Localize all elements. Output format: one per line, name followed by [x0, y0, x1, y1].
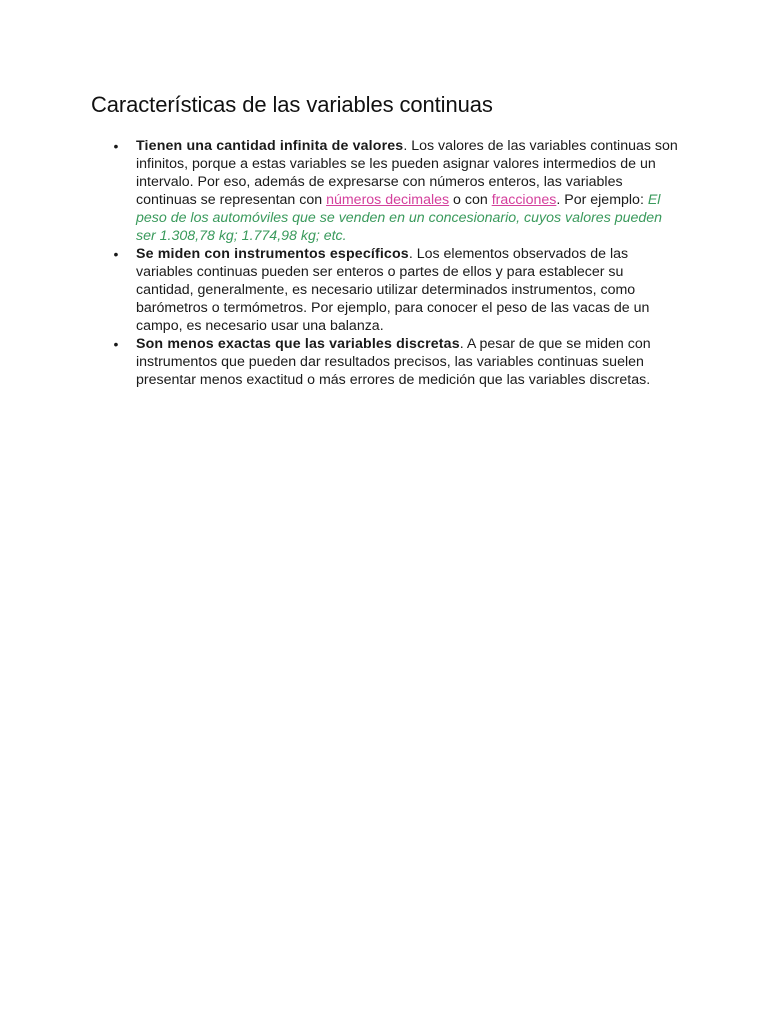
item-lead: Se miden con instrumentos específicos [136, 246, 409, 262]
characteristics-list [113, 137, 681, 389]
bullet-icon: • [113, 246, 119, 262]
item-text: . Los elementos observados de las variables continuas pueden ser enteros o partes de ellos y para establecer su cantidad, generalmente, es necesario utilizar determinados instrumentos, como barómetros o termómetros. Por ejemplo, para conocer el peso de las vacas de un campo, es necesario usar una balanza. [136, 246, 650, 334]
list-item [113, 245, 681, 335]
page-title: Características de las variables continuas [91, 92, 493, 117]
example-text: El peso de los automóviles que se venden en un concesionario, cuyos valores pueden ser 1.308,78 kg; 1.774,98 kg; etc. [136, 192, 663, 244]
bullet-icon: • [113, 138, 119, 154]
link-fracciones[interactable]: fracciones [491, 192, 557, 208]
list-item [113, 137, 681, 245]
bullet-icon: • [113, 336, 119, 352]
item-text: . Los valores de las variables continuas son infinitos, porque a estas variables se les pueden asignar valores intermedios de un intervalo. Por eso, además de expresarse con números enteros, las variables continuas se representan con [136, 138, 678, 208]
item-lead: Son menos exactas que las variables discretas [136, 336, 460, 352]
item-text-between: o con [449, 192, 492, 208]
link-numeros-decimales[interactable]: números decimales [326, 192, 450, 208]
item-lead: Tienen una cantidad infinita de valores [136, 138, 404, 154]
item-text-after: . Por ejemplo: [556, 192, 648, 208]
item-text: . A pesar de que se miden con instrumentos que pueden dar resultados precisos, las variables continuas suelen presentar menos exactitud o más errores de medición que las variables discretas. [136, 336, 651, 388]
list-item [113, 335, 681, 389]
